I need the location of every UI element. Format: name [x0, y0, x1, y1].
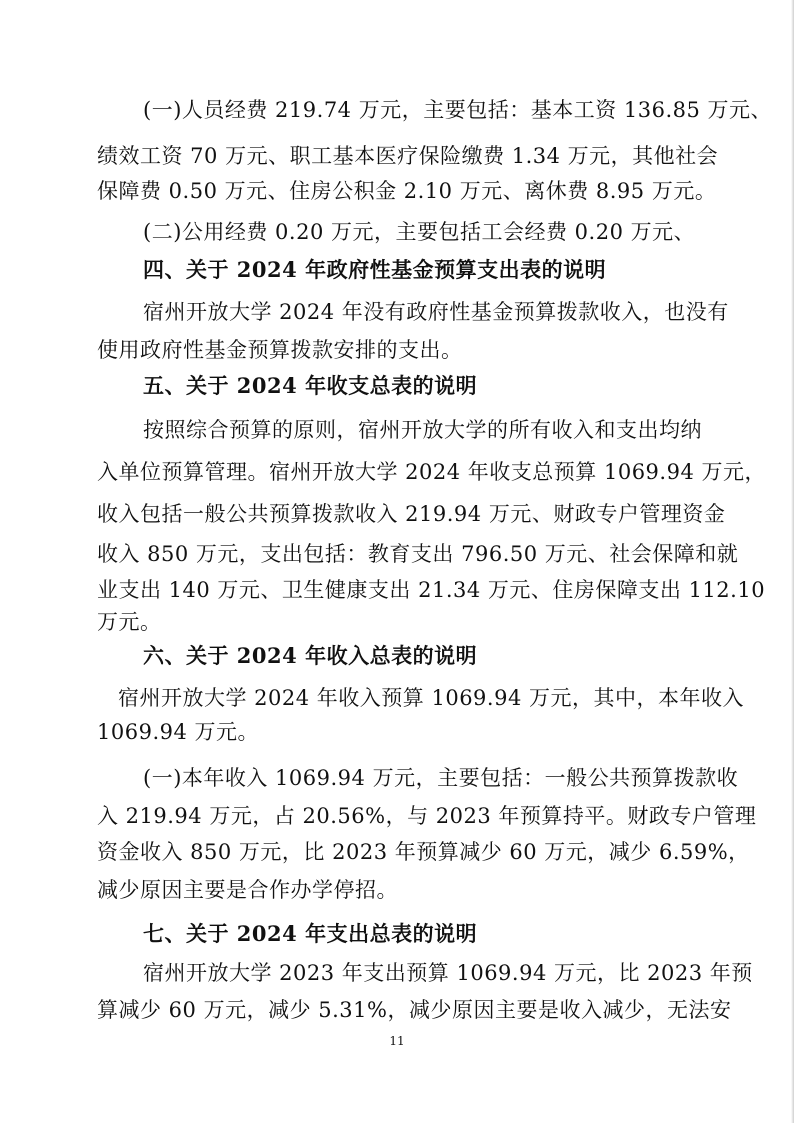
paragraph-line: 收入 850 万元，支出包括：教育支出 796.50 万元、社会保障和就: [97, 542, 739, 566]
paragraph-line: 收入包括一般公共预算拨款收入 219.94 万元、财政专户管理资金: [97, 502, 726, 526]
paragraph-line: (一)本年收入 1069.94 万元，主要包括：一般公共预算拨款收: [143, 766, 739, 790]
paragraph-line: 算减少 60 万元，减少 5.31%，减少原因主要是收入减少，无法安: [97, 998, 732, 1022]
paragraph-line: 保障费 0.50 万元、住房公积金 2.10 万元、离休费 8.95 万元。: [97, 179, 717, 203]
section-heading: 六、关于 2024 年收入总表的说明: [143, 643, 478, 668]
paragraph-line: 绩效工资 70 万元、职工基本医疗保险缴费 1.34 万元，其他社会: [97, 144, 719, 168]
paragraph-line: 宿州开放大学 2023 年支出预算 1069.94 万元，比 2023 年预: [143, 961, 753, 985]
section-heading: 五、关于 2024 年收支总表的说明: [143, 373, 478, 398]
paragraph-line: 宿州开放大学 2024 年收入预算 1069.94 万元，其中，本年收入: [118, 686, 744, 710]
paragraph-line: 入 219.94 万元，占 20.56%，与 2023 年预算持平。财政专户管理: [97, 804, 757, 828]
paragraph-line: 按照综合预算的原则，宿州开放大学的所有收入和支出均纳: [143, 418, 702, 442]
paragraph-line: 宿州开放大学 2024 年没有政府性基金预算拨款收入，也没有: [143, 300, 729, 324]
paragraph-line: 资金收入 850 万元，比 2023 年预算减少 60 万元，减少 6.59%，: [97, 840, 750, 864]
paragraph-line: (二)公用经费 0.20 万元，主要包括工会经费 0.20 万元、: [143, 220, 696, 244]
paragraph-line: 业支出 140 万元、卫生健康支出 21.34 万元、住房保障支出 112.10: [97, 578, 766, 602]
paragraph-line: 1069.94 万元。: [97, 720, 260, 744]
paragraph-line: 入单位预算管理。宿州开放大学 2024 年收支总预算 1069.94 万元，: [97, 460, 766, 484]
paragraph-line: 使用政府性基金预算拨款安排的支出。: [97, 338, 463, 362]
paragraph-line: 万元。: [97, 610, 162, 634]
section-heading: 四、关于 2024 年政府性基金预算支出表的说明: [143, 257, 607, 282]
section-heading: 七、关于 2024 年支出总表的说明: [143, 921, 478, 946]
page-number: 11: [389, 1034, 405, 1048]
paragraph-line: 减少原因主要是合作办学停招。: [97, 878, 398, 902]
paragraph-line: (一)人员经费 219.74 万元，主要包括：基本工资 136.85 万元、: [143, 98, 773, 122]
